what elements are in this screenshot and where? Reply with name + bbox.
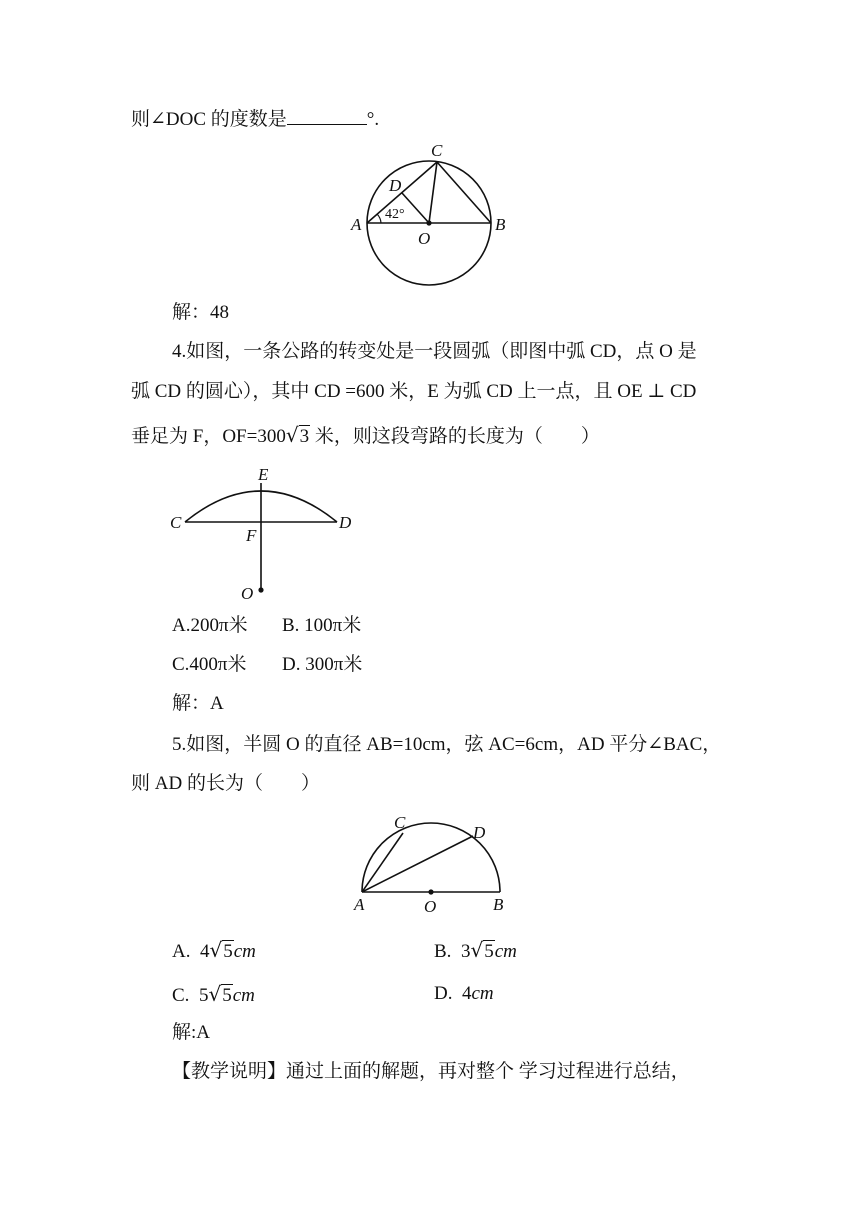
q3-label-o: O xyxy=(418,229,431,248)
q4-road-figure xyxy=(165,462,365,600)
q4-line-1: 4.如图，一条公路的转变处是一段圆弧（即图中弧 CD，点 O 是 xyxy=(172,341,697,362)
q5-line-2: 则 AD 的长为（ ） xyxy=(131,773,320,794)
q4-label-d: D xyxy=(339,513,352,532)
q3-angle-arc xyxy=(377,214,381,223)
q3-center-dot xyxy=(426,220,431,225)
q4-line-3: 垂足为 F，OF=300√3 米，则这段弯路的长度为（ ） xyxy=(131,423,600,447)
q4-label-o: O xyxy=(241,584,254,600)
q4-label-c: C xyxy=(170,513,182,532)
q3-radius-oc xyxy=(429,162,437,223)
q5-answer: 解:A xyxy=(172,1022,211,1043)
q5-line-1: 5.如图，半圆 O 的直径 AB=10cm，弦 AC=6cm，AD 平分∠BAC， xyxy=(172,734,722,755)
q5-chord-ad xyxy=(362,836,473,892)
q3-label-d: D xyxy=(389,176,402,195)
q4-label-e: E xyxy=(258,465,269,484)
q4-label-f: F xyxy=(246,526,257,545)
q4-line-2: 弧 CD 的圆心），其中 CD =600 米，E 为弧 CD 上一点，且 OE ⊥ CD xyxy=(131,381,697,402)
q5-label-a: A xyxy=(354,895,365,914)
q5-option-a: A. 4√5cm xyxy=(172,938,256,962)
q4-option-b: B. 100π米 xyxy=(282,615,362,636)
q4-option-d: D. 300π米 xyxy=(282,654,363,675)
q5-label-d: D xyxy=(473,823,486,842)
q3-label-a: A xyxy=(351,215,362,234)
q4-option-a: A.200π米 xyxy=(172,615,248,636)
q4-answer: 解：A xyxy=(172,693,224,714)
q5-option-c: C. 5√5cm xyxy=(172,982,255,1006)
q5-label-c: C xyxy=(394,813,406,832)
q4-center-dot xyxy=(258,587,263,592)
q3-circle-figure xyxy=(345,138,515,294)
q3-angle-label: 42° xyxy=(385,207,405,222)
q5-option-b: B. 3√5cm xyxy=(434,938,517,962)
q3-question-tail: 则∠DOC 的度数是 °. xyxy=(131,106,379,132)
teaching-note: 【教学说明】通过上面的解题，再对整个 学习过程进行总结， xyxy=(172,1061,690,1082)
q4-option-c: C.400π米 xyxy=(172,654,247,675)
q5-label-o: O xyxy=(424,897,437,916)
q3-label-b: B xyxy=(495,215,506,234)
q3-answer: 解：48 xyxy=(172,302,230,323)
answer-blank xyxy=(287,106,367,125)
sqrt-expression: √3 xyxy=(285,423,310,447)
q5-option-d: D. 4cm xyxy=(434,983,494,1004)
q5-center-dot xyxy=(428,889,433,894)
q5-label-b: B xyxy=(493,895,504,914)
q5-semicircle-figure xyxy=(345,810,515,916)
q3-label-c: C xyxy=(431,141,443,160)
q3-segment-od xyxy=(402,193,429,223)
